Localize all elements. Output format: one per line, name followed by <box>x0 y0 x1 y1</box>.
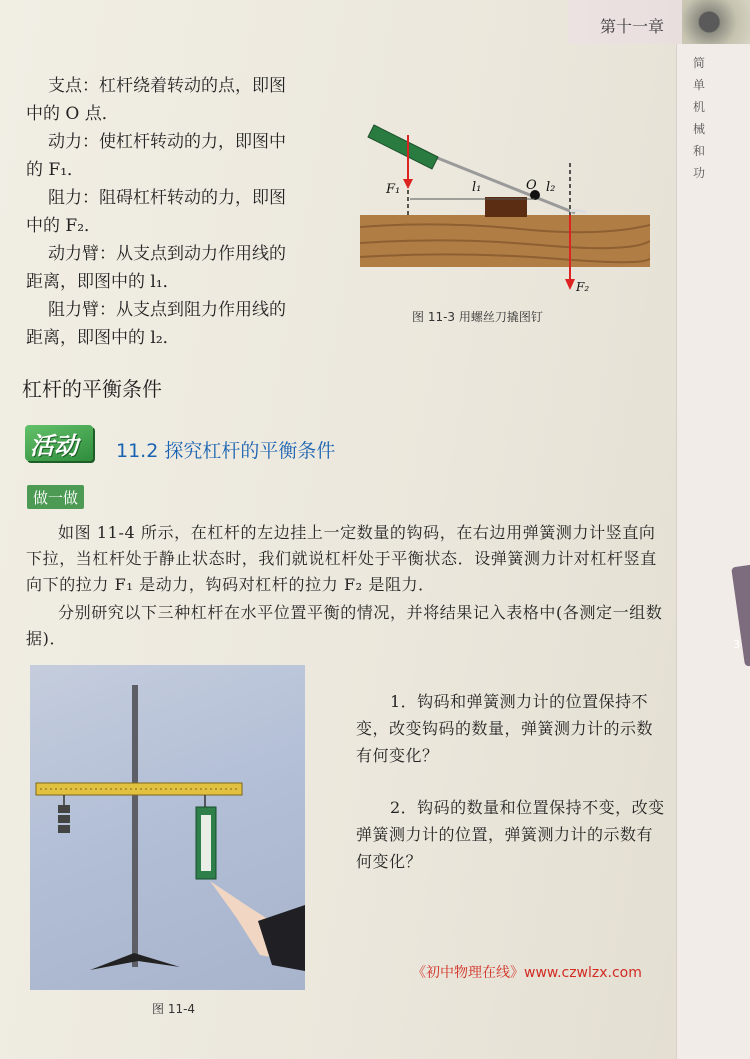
instruction-paragraph: 分别研究以下三种杠杆在水平位置平衡的情况，并将结果记入表格中(各测定一组数据)． <box>26 603 663 648</box>
section-title: 杠杆的平衡条件 <box>22 377 162 401</box>
definition-fulcrum-line1: 支点：杠杆绕着转动的点，即图 <box>48 76 286 96</box>
watermark-text: 《初中物理在线》www.czwlzx.com <box>412 965 642 981</box>
activity-badge-label: 活动 <box>30 432 78 460</box>
page-number: 3 <box>733 638 740 651</box>
definition-effort-line1: 动力：使杠杆转动的力，即图中 <box>48 132 286 152</box>
label-f2: F₂ <box>576 280 590 294</box>
hook-weight <box>58 825 70 833</box>
vertical-title-char: 机 <box>692 100 705 114</box>
definition-resistance-line1: 阻力：阻碍杠杆转动的力，即图 <box>48 188 286 208</box>
try-it-tag: 做一做 <box>27 485 84 509</box>
definition-effort-arm-line2: 距离，即图中的 l₁． <box>26 272 180 292</box>
label-l2: l₂ <box>546 180 556 195</box>
vertical-title-char: 单 <box>692 78 705 92</box>
vertical-title-char: 械 <box>692 122 705 136</box>
definition-resistance-arm-line2: 距离，即图中的 l₂． <box>26 328 180 348</box>
screwdriver-lever-figure <box>360 115 650 295</box>
definition-resistance-arm-line1: 阻力臂：从支点到阻力作用线的 <box>48 300 286 320</box>
vertical-title-char: 和 <box>692 144 705 158</box>
hook-weight <box>58 815 70 823</box>
screwdriver-handle <box>368 125 438 169</box>
question-1: 1．钩码和弹簧测力计的位置保持不变，改变钩码的数量，弹簧测力计的示数有何变化？ <box>356 692 654 765</box>
instruction-paragraph: 如图 11-4 所示，在杠杆的左边挂上一定数量的钩码，在右边用弹簧测力计竖直向下拉，当杠杆处于静止状态时，我们就说杠杆处于平衡状态．设弹簧测力计对杠杆竖直向下的拉力 F₁ 是动力，钩码对杠杆的拉力 F₂ 是阻力． <box>26 523 657 594</box>
sleeve <box>258 905 305 971</box>
lever-apparatus-illustration <box>30 665 305 990</box>
support-rod <box>132 685 138 967</box>
figure-11-4-caption: 图 11-4 <box>152 1002 196 1016</box>
definition-fulcrum-line2: 中的 O 点． <box>26 104 119 124</box>
activity-title: 11.2 探究杠杆的平衡条件 <box>116 440 336 462</box>
lever-experiment-photo <box>30 665 305 990</box>
question-2: 2．钩码的数量和位置保持不变，改变弹簧测力计的位置，弹簧测力计的示数有何变化？ <box>356 798 665 871</box>
vertical-title-char: 简 <box>692 56 705 70</box>
label-l1: l₁ <box>472 180 482 195</box>
vertical-chapter-title <box>690 52 708 184</box>
definition-effort-line2: 的 F₁． <box>26 160 85 180</box>
vertical-title-char: 功 <box>692 166 705 180</box>
spring-scale-dial <box>201 815 211 871</box>
label-f1: F₁ <box>386 182 401 197</box>
tripod-base <box>90 953 180 970</box>
force-f2-arrowhead <box>565 279 575 290</box>
side-strip <box>676 40 750 1059</box>
hook-weight <box>58 805 70 813</box>
force-f1-arrowhead <box>403 179 413 189</box>
figure-11-3-caption: 图 11-3 用螺丝刀撬图钉 <box>412 310 543 324</box>
chapter-label: 第十一章 <box>600 17 665 36</box>
definition-resistance-line2: 中的 F₂． <box>26 216 102 236</box>
label-o: O <box>526 178 537 193</box>
definition-effort-arm-line1: 动力臂：从支点到动力作用线的 <box>48 244 286 264</box>
chapter-thumbnail-image <box>682 0 750 44</box>
wood-block <box>485 197 527 217</box>
